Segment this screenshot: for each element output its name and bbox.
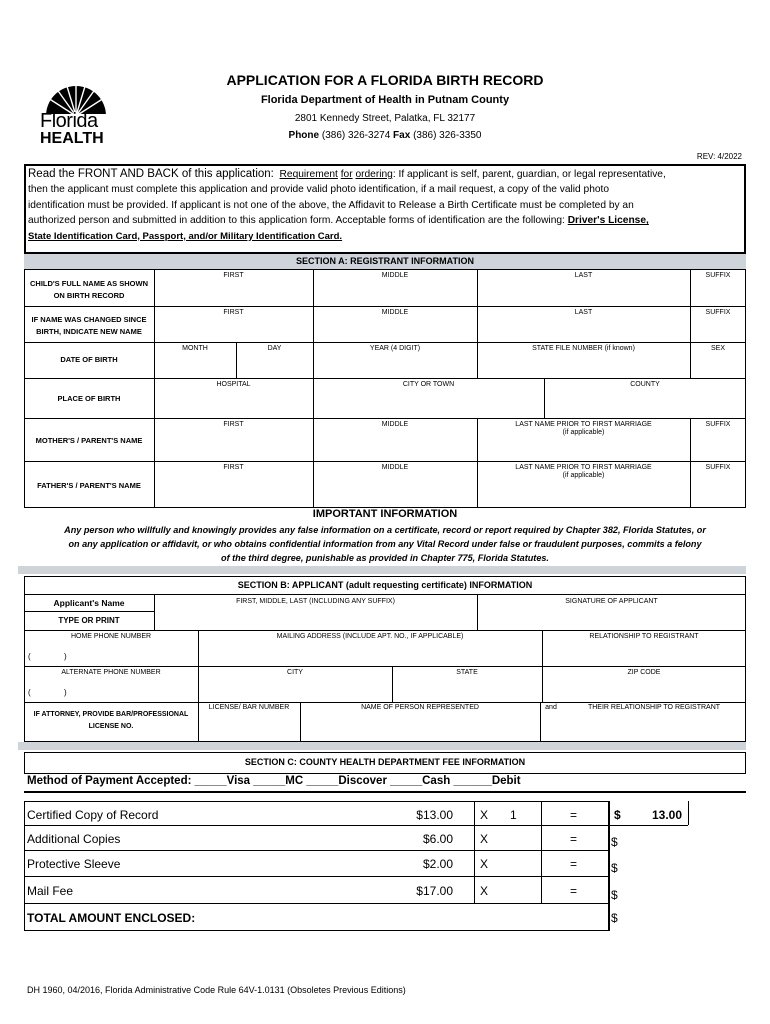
fee-price: $6.00	[422, 832, 453, 846]
child-first-header: FIRST	[223, 272, 244, 279]
page-title: APPLICATION FOR A FLORIDA BIRTH RECORD	[226, 72, 544, 88]
logo-text-health: HEALTH	[40, 130, 104, 147]
fee-currency: $	[611, 861, 618, 875]
hospital-header: HOSPITAL	[216, 381, 251, 388]
fee-currency: $	[611, 835, 618, 849]
method-label: Method of Payment Accepted:	[27, 775, 192, 787]
mother-last-header: LAST NAME PRIOR TO FIRST MARRIAGE (if applicable)	[515, 421, 652, 436]
fee-equals: =	[570, 857, 578, 871]
alt-phone-area-close: )	[64, 688, 67, 697]
fee-multiply: X	[480, 832, 489, 846]
fee-equals: =	[570, 832, 578, 846]
for-text: for	[340, 169, 353, 180]
fee-quantity: 1	[510, 808, 517, 822]
payment-discover: Discover	[338, 775, 387, 787]
section-b-title: SECTION B: APPLICANT (adult requesting certificate) INFORMATION	[237, 580, 533, 590]
city-header: CITY	[287, 669, 303, 676]
fee-currency: $	[611, 888, 618, 902]
instructions-lead: Read the FRONT AND BACK of this application:	[28, 168, 274, 180]
applicant-full-name-header: FIRST, MIDDLE, LAST (INCLUDING ANY SUFFIX)	[236, 598, 395, 605]
fee-currency: $	[614, 808, 621, 822]
section-a-title: SECTION A: REGISTRANT INFORMATION	[296, 256, 474, 266]
zip-header: ZIP CODE	[627, 669, 661, 676]
new-name-label: IF NAME WAS CHANGED SINCE BIRTH, INDICATE NEW NAME	[31, 315, 147, 336]
relationship-header: RELATIONSHIP TO REGISTRANT	[589, 633, 699, 640]
payment-cash: Cash	[422, 775, 451, 787]
child-suffix-header: SUFFIX	[705, 272, 731, 279]
child-name-label: CHILD'S FULL NAME AS SHOWN ON BIRTH RECORD	[29, 279, 149, 300]
home-phone-area-close: )	[64, 652, 67, 661]
contact-line	[150, 130, 620, 141]
fee-price: $13.00	[416, 808, 453, 822]
new-first-header: FIRST	[223, 309, 244, 316]
mother-name-label: MOTHER'S / PARENT'S NAME	[35, 436, 143, 445]
alt-phone-header: ALTERNATE PHONE NUMBER	[61, 669, 161, 676]
instructions-line5: State Identification Card, Passport, and/or Military Identification Card.	[28, 230, 343, 242]
fee-item: Protective Sleeve	[27, 857, 121, 871]
mother-first-header: FIRST	[223, 421, 244, 428]
ordering-text: ordering	[355, 169, 393, 180]
payment-debit: Debit	[491, 775, 521, 787]
important-title: IMPORTANT INFORMATION	[312, 508, 458, 520]
person-represented-header: NAME OF PERSON REPRESENTED	[361, 704, 479, 711]
section-c-title: SECTION C: COUNTY HEALTH DEPARTMENT FEE INFORMATION	[244, 757, 526, 767]
mailing-address-header: MAILING ADDRESS (INCLUDE APT. NO., IF APPLICABLE)	[276, 633, 464, 640]
instructions-text	[28, 167, 744, 244]
revision-date: REV: 4/2022	[696, 152, 742, 161]
and-text: and	[545, 704, 557, 711]
type-or-print-label: TYPE OR PRINT	[58, 616, 120, 625]
father-first-header: FIRST	[223, 464, 244, 471]
payment-visa: Visa	[226, 775, 251, 787]
fax-label: Fax	[393, 130, 411, 141]
fee-item: Certified Copy of Record	[27, 808, 159, 822]
fee-price: $2.00	[422, 857, 453, 871]
signature-header: SIGNATURE OF APPLICANT	[565, 598, 658, 605]
section-b-shade-bottom	[18, 742, 746, 750]
requirement-text: Requirement	[279, 169, 338, 180]
place-of-birth-label: PLACE OF BIRTH	[57, 394, 121, 403]
instructions-line2: then the applicant must complete this application and provide valid photo identification, if a mail request, a copy of the valid photo	[28, 184, 610, 196]
new-middle-header: MIDDLE	[381, 309, 409, 316]
new-suffix-header: SUFFIX	[705, 309, 731, 316]
fee-equals: =	[570, 808, 578, 822]
drivers-license-text: Driver's License,	[567, 215, 649, 227]
mother-middle-header: MIDDLE	[381, 421, 409, 428]
fee-multiply: X	[480, 808, 489, 822]
state-file-number-header: STATE FILE NUMBER (if known)	[532, 345, 635, 352]
fee-item: Mail Fee	[27, 884, 74, 898]
county-header: COUNTY	[630, 381, 660, 388]
form-footer: DH 1960, 04/2016, Florida Administrative Code Rule 64V-1.0131 (Obsoletes Previous Editions)	[27, 985, 406, 995]
fee-equals: =	[570, 884, 578, 898]
instructions-line1: : If applicant is self, parent, guardian, or legal representative,	[392, 169, 666, 180]
fax-number: (386) 326-3350	[413, 130, 482, 141]
home-phone-header: HOME PHONE NUMBER	[70, 633, 152, 640]
child-last-header: LAST	[574, 272, 593, 279]
department-name: Florida Department of Health in Putnam County	[260, 94, 510, 106]
logo-text-florida: Florida	[40, 110, 98, 132]
mother-suffix-header: SUFFIX	[705, 421, 731, 428]
applicant-name-label: Applicant's Name	[53, 598, 125, 608]
fee-multiply: X	[480, 884, 489, 898]
payment-methods: Method of Payment Accepted: _____Visa _____MC _____Discover _____Cash ______Debit	[27, 775, 521, 787]
father-last-header: LAST NAME PRIOR TO FIRST MARRIAGE (if applicable)	[515, 464, 652, 479]
department-address: 2801 Kennedy Street, Palatka, FL 32177	[294, 113, 476, 124]
child-middle-header: MIDDLE	[381, 272, 409, 279]
fee-item: Additional Copies	[27, 832, 121, 846]
year-header: YEAR (4 DIGIT)	[369, 345, 421, 352]
attorney-label: IF ATTORNEY, PROVIDE BAR/PROFESSIONAL LICENSE NO.	[33, 711, 189, 730]
total-currency: $	[611, 911, 618, 925]
father-name-label: FATHER'S / PARENT'S NAME	[37, 481, 141, 490]
alt-phone-area-open: (	[28, 688, 31, 697]
father-suffix-header: SUFFIX	[705, 464, 731, 471]
month-header: MONTH	[182, 345, 208, 352]
sex-header: SEX	[710, 345, 725, 352]
city-town-header: CITY OR TOWN	[402, 381, 455, 388]
total-label: TOTAL AMOUNT ENCLOSED:	[27, 911, 196, 925]
fee-multiply: X	[480, 857, 489, 871]
day-header: DAY	[267, 345, 282, 352]
license-header: LICENSE/ BAR NUMBER	[208, 704, 290, 711]
important-text: Any person who willfully and knowingly provides any false information on a certificate, record or report required by Chapter 382, Florida Statutes, or on any application or affidavit, or who obtains confidential information from any Vital Record under false or fraudulent purposes, commits a felony of the third degree, punishable as provided in Chapter 775, Florida Statutes.	[64, 525, 706, 563]
father-middle-header: MIDDLE	[381, 464, 409, 471]
section-b-shade	[18, 566, 746, 574]
state-header: STATE	[456, 669, 478, 676]
payment-mc: MC	[285, 775, 304, 787]
date-of-birth-label: DATE OF BIRTH	[60, 355, 118, 364]
fee-price: $17.00	[416, 884, 453, 898]
new-last-header: LAST	[574, 309, 593, 316]
fee-total: 13.00	[652, 808, 683, 822]
phone-number: (386) 326-3274	[321, 130, 391, 141]
their-relationship-header: THEIR RELATIONSHIP TO REGISTRANT	[587, 704, 721, 711]
instructions-line4: authorized person and submitted in addition to this application form. Acceptable forms of identification are the following:	[28, 215, 565, 227]
phone-label: Phone	[288, 130, 320, 141]
instructions-line3: identification must be provided. If applicant is not one of the above, the Affidavit to Release a Birth Certificate must be completed by an	[28, 199, 634, 211]
home-phone-area-open: (	[28, 652, 31, 661]
florida-health-logo	[40, 78, 112, 150]
